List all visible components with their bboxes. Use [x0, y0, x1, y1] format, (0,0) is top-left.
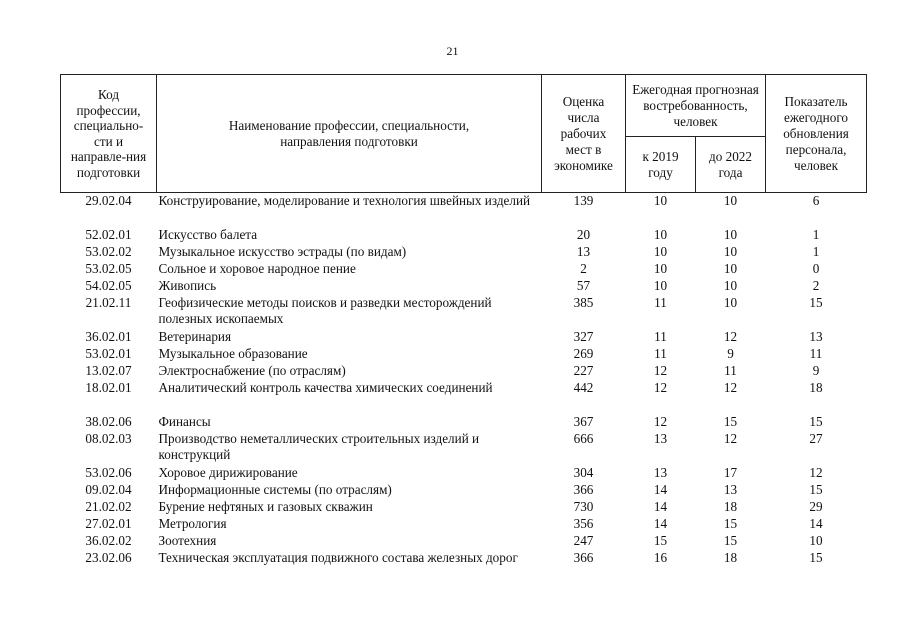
row-code: 52.02.01	[85, 227, 132, 242]
row-demand-2019: 10	[653, 244, 668, 259]
table-row	[61, 431, 867, 465]
table-row	[61, 295, 867, 329]
row-jobs: 304	[573, 465, 594, 480]
row-code: 53.02.05	[85, 261, 132, 276]
table-row	[61, 244, 867, 261]
row-renewal: 1	[812, 244, 820, 259]
row-demand-2022: 15	[723, 516, 738, 531]
row-jobs: 20	[576, 227, 591, 242]
row-jobs: 2	[580, 261, 587, 276]
row-name: Сольное и хоровое народное пение	[158, 261, 356, 276]
row-renewal: 15	[809, 482, 823, 497]
row-code: 13.02.07	[85, 363, 132, 378]
row-jobs: 247	[573, 533, 594, 548]
row-demand-2022: 17	[723, 465, 738, 480]
header-demand: Ежегодная прогнозная востребованность, человек	[626, 75, 766, 137]
table-row	[61, 227, 867, 244]
row-jobs: 139	[573, 193, 594, 208]
row-code: 23.02.06	[85, 550, 132, 565]
row-demand-2019: 12	[653, 380, 668, 395]
row-name: Музыкальное образование	[158, 346, 308, 361]
header-by-2022: до 2022 года	[696, 137, 766, 193]
row-demand-2019: 10	[653, 227, 668, 242]
row-demand-2019: 12	[653, 414, 668, 429]
row-name: Техническая эксплуатация подвижного состава железных дорог	[158, 550, 518, 565]
row-name: Бурение нефтяных и газовых скважин	[158, 499, 373, 514]
row-code: 21.02.11	[85, 295, 132, 310]
row-name: Метрология	[158, 516, 227, 531]
row-jobs: 366	[573, 550, 594, 565]
row-name: Производство неметаллических строительных изделий и конструкций	[158, 431, 480, 462]
row-demand-2022: 15	[723, 414, 738, 429]
row-code: 38.02.06	[85, 414, 132, 429]
table-row	[61, 482, 867, 499]
row-demand-2022: 10	[723, 244, 738, 259]
row-name: Геофизические методы поисков и разведки месторождений полезных ископаемых	[158, 295, 492, 326]
header-by-2019: к 2019 году	[626, 137, 696, 193]
row-demand-2022: 10	[723, 193, 738, 208]
row-code: 21.02.02	[85, 499, 132, 514]
row-demand-2019: 15	[653, 533, 668, 548]
row-demand-2022: 15	[723, 533, 738, 548]
row-demand-2022: 18	[723, 499, 738, 514]
row-renewal: 15	[809, 550, 823, 565]
row-code: 09.02.04	[85, 482, 132, 497]
row-demand-2022: 10	[723, 227, 738, 242]
row-renewal: 2	[812, 278, 820, 293]
row-demand-2019: 14	[653, 482, 668, 497]
table-row	[61, 516, 867, 533]
row-name: Аналитический контроль качества химических соединений	[158, 380, 493, 395]
row-demand-2022: 10	[723, 295, 738, 310]
header-renewal: Показатель ежегодного обновления персонала, человек	[766, 75, 867, 193]
table-row	[61, 550, 867, 584]
table-row	[61, 278, 867, 295]
row-demand-2022: 13	[723, 482, 738, 497]
row-demand-2019: 12	[653, 363, 668, 378]
row-renewal: 15	[809, 414, 823, 429]
row-name: Искусство балета	[158, 227, 258, 242]
row-renewal: 9	[812, 363, 820, 378]
row-name: Живопись	[158, 278, 217, 293]
row-demand-2022: 9	[727, 346, 734, 361]
row-jobs: 227	[573, 363, 594, 378]
row-code: 53.02.01	[85, 346, 132, 361]
row-code: 18.02.01	[85, 380, 132, 395]
table-row	[61, 193, 867, 228]
table-row	[61, 329, 867, 346]
table-row	[61, 499, 867, 516]
row-code: 27.02.01	[85, 516, 132, 531]
row-demand-2019: 11	[654, 295, 667, 310]
row-jobs: 269	[573, 346, 594, 361]
row-demand-2019: 14	[653, 516, 668, 531]
row-code: 29.02.04	[85, 193, 132, 208]
professions-table	[60, 74, 867, 584]
row-renewal: 11	[809, 346, 823, 361]
row-demand-2022: 10	[723, 261, 738, 276]
row-renewal: 6	[812, 193, 820, 208]
row-renewal: 0	[812, 261, 820, 276]
table-header	[61, 75, 867, 193]
table-row	[61, 414, 867, 431]
row-demand-2019: 11	[654, 346, 667, 361]
row-jobs: 327	[573, 329, 594, 344]
row-demand-2019: 10	[653, 278, 668, 293]
row-renewal: 14	[809, 516, 823, 531]
row-name: Ветеринария	[158, 329, 232, 344]
row-demand-2022: 12	[723, 329, 738, 344]
row-renewal: 10	[809, 533, 823, 548]
table-row	[61, 465, 867, 482]
row-jobs: 666	[573, 431, 594, 446]
row-name: Финансы	[158, 414, 211, 429]
row-renewal: 1	[812, 227, 820, 242]
row-jobs: 366	[573, 482, 594, 497]
row-code: 36.02.01	[85, 329, 132, 344]
row-code: 08.02.03	[85, 431, 132, 446]
row-demand-2019: 10	[653, 261, 668, 276]
row-demand-2019: 14	[653, 499, 668, 514]
table-body	[61, 193, 867, 585]
row-code: 36.02.02	[85, 533, 132, 548]
row-renewal: 29	[809, 499, 823, 514]
row-jobs: 13	[576, 244, 591, 259]
row-jobs: 57	[576, 278, 591, 293]
header-jobs: Оценка числа рабочих мест в экономике	[542, 75, 626, 193]
row-renewal: 15	[809, 295, 823, 310]
row-demand-2022: 18	[723, 550, 738, 565]
row-name: Зоотехния	[158, 533, 217, 548]
row-name: Конструирование, моделирование и технология швейных изделий	[158, 193, 531, 208]
row-name: Электроснабжение (по отраслям)	[158, 363, 346, 378]
row-demand-2022: 12	[723, 380, 738, 395]
row-jobs: 442	[573, 380, 594, 395]
row-jobs: 356	[573, 516, 594, 531]
row-name: Информационные системы (по отраслям)	[158, 482, 392, 497]
row-demand-2022: 10	[723, 278, 738, 293]
header-name: Наименование профессии, специальности, направления подготовки	[157, 75, 542, 193]
row-demand-2019: 11	[654, 329, 667, 344]
page-number: 21	[446, 44, 459, 58]
row-demand-2019: 13	[653, 465, 668, 480]
table-row	[61, 261, 867, 278]
header-code: Код профессии, специально-сти и направле-ния подготовки	[61, 75, 157, 193]
row-name: Музыкальное искусство эстрады (по видам)	[158, 244, 407, 259]
table-row	[61, 380, 867, 414]
row-renewal: 27	[809, 431, 823, 446]
row-code: 53.02.06	[85, 465, 132, 480]
row-demand-2019: 13	[653, 431, 668, 446]
row-renewal: 18	[809, 380, 823, 395]
row-jobs: 730	[573, 499, 594, 514]
table-row	[61, 346, 867, 363]
table-row	[61, 363, 867, 380]
row-demand-2019: 16	[653, 550, 668, 565]
row-demand-2022: 11	[724, 363, 737, 378]
table-row	[61, 533, 867, 550]
row-jobs: 367	[573, 414, 594, 429]
row-code: 54.02.05	[85, 278, 132, 293]
row-demand-2019: 10	[653, 193, 668, 208]
row-name: Хоровое дирижирование	[158, 465, 298, 480]
row-demand-2022: 12	[723, 431, 738, 446]
row-jobs: 385	[573, 295, 594, 310]
row-renewal: 13	[809, 329, 823, 344]
row-code: 53.02.02	[85, 244, 132, 259]
row-renewal: 12	[809, 465, 823, 480]
